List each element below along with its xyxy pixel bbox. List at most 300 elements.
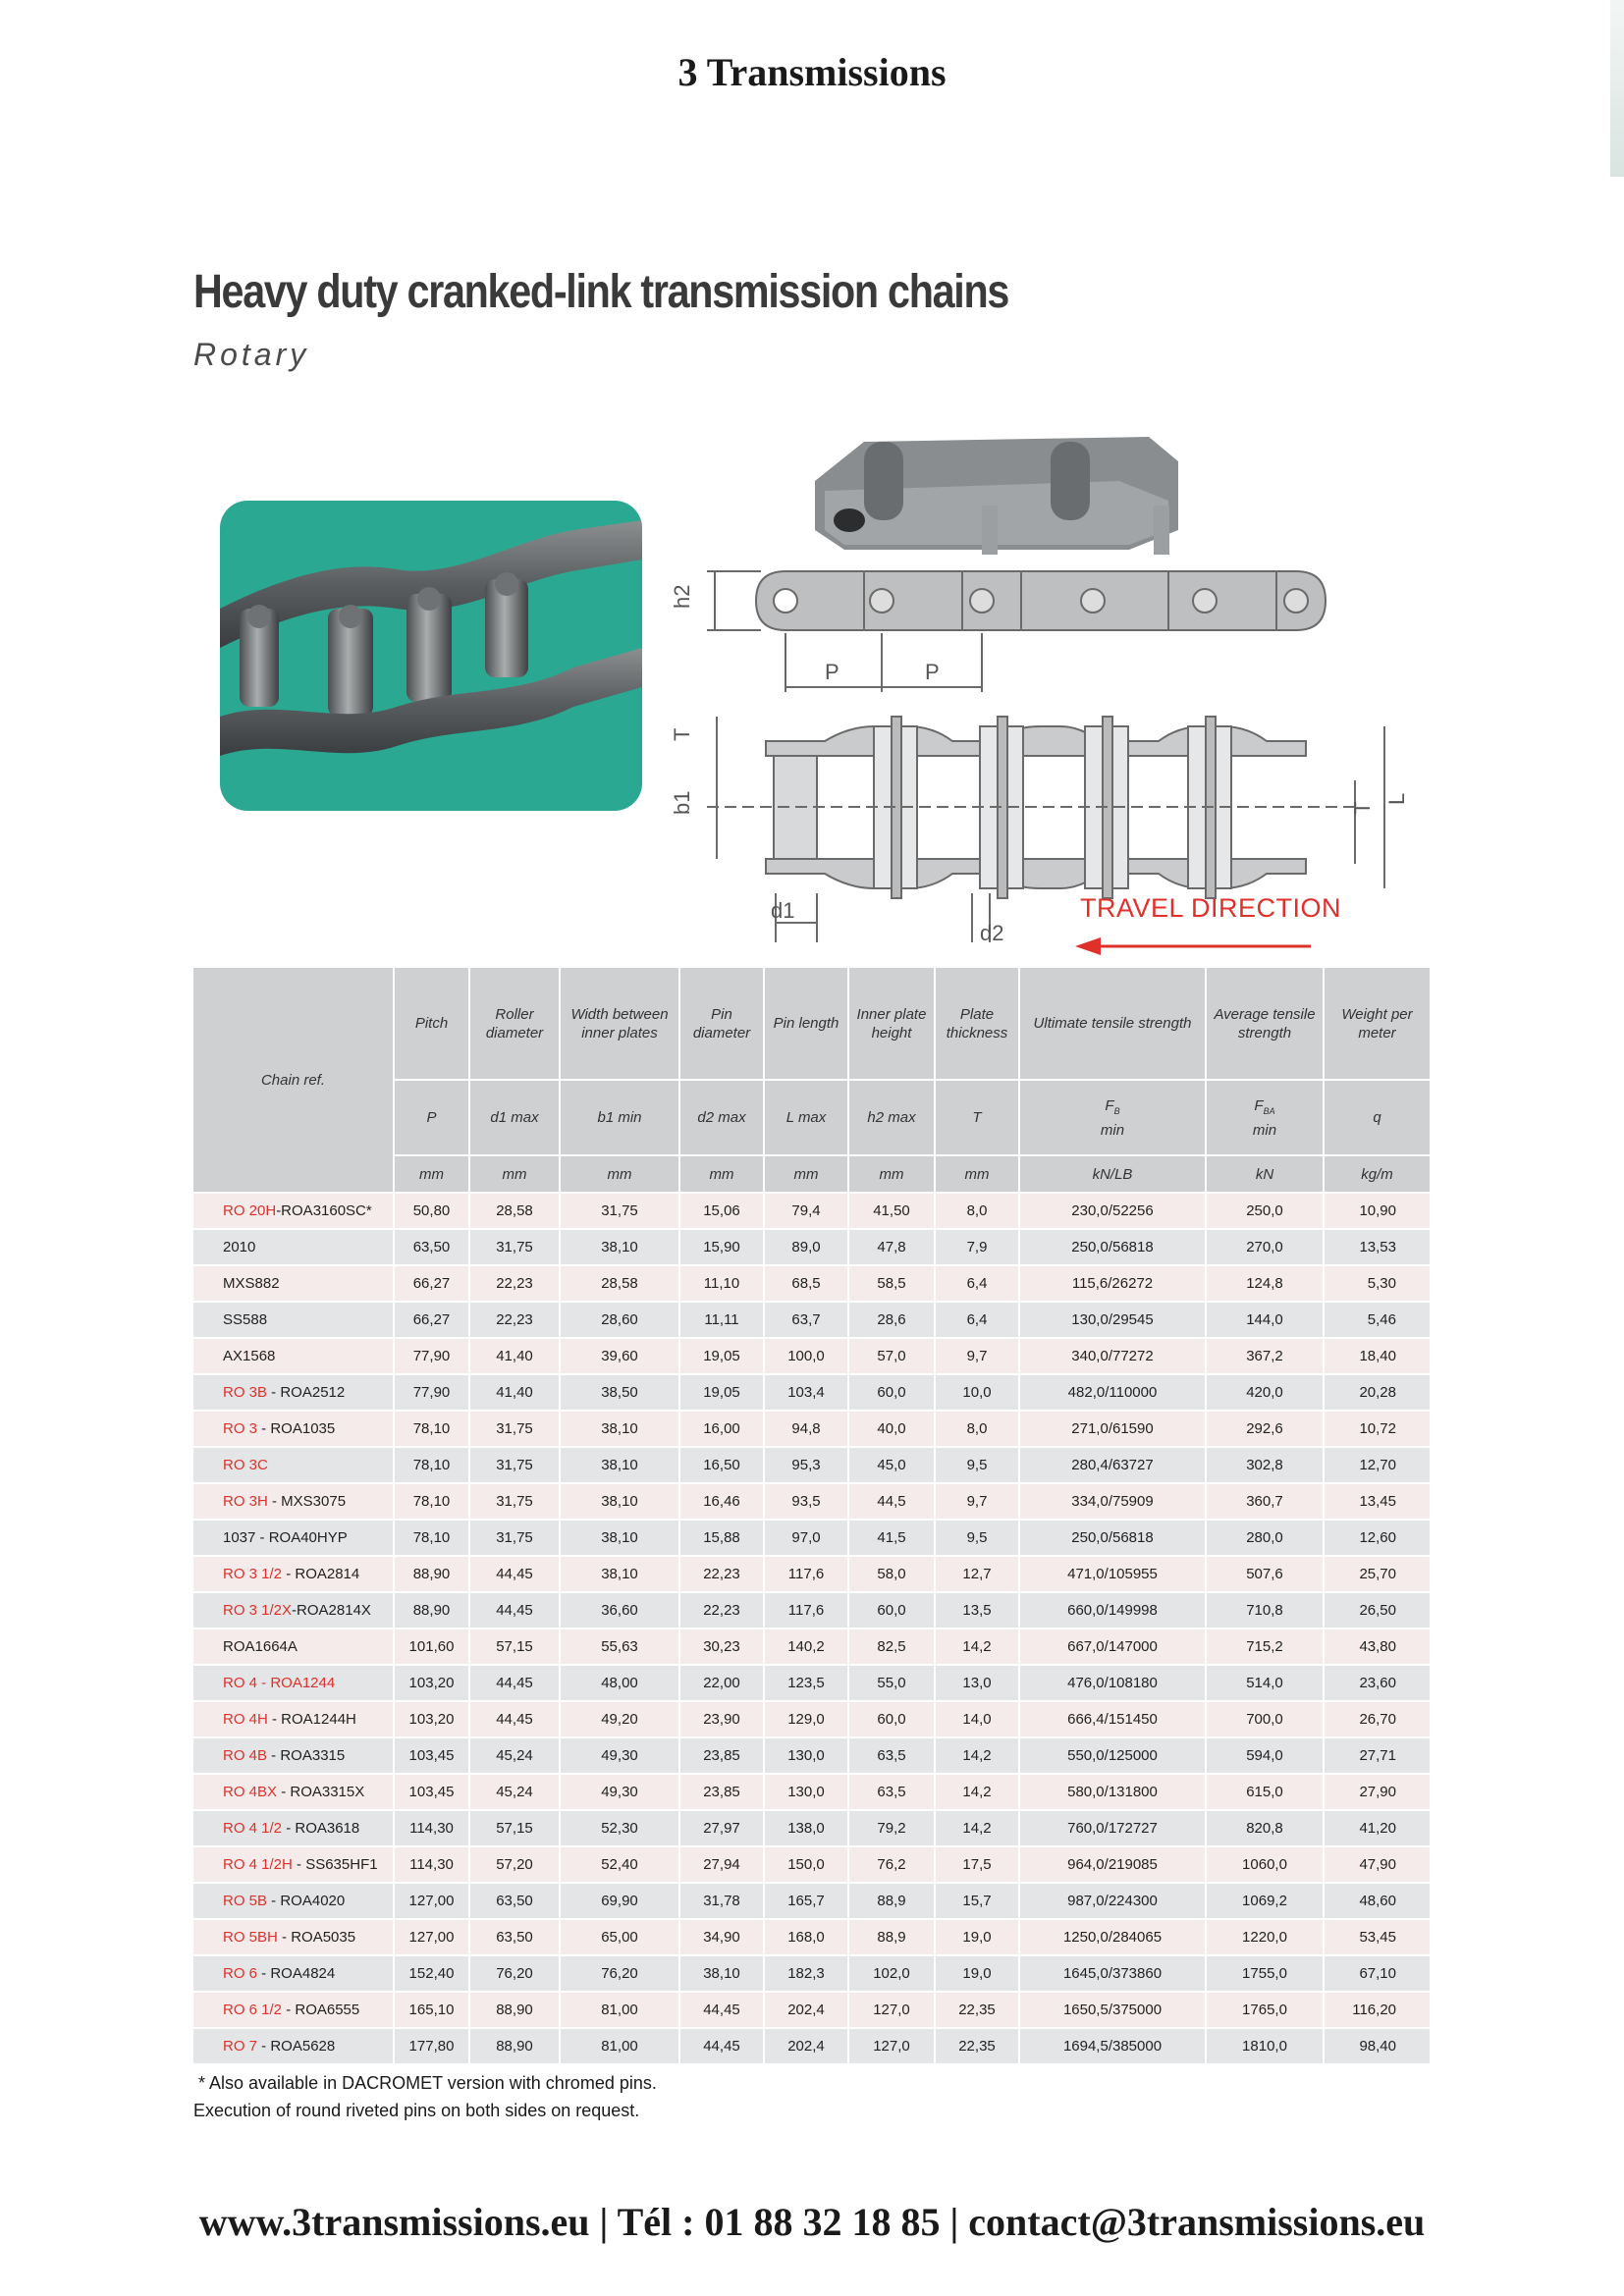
table-cell: 16,00 — [679, 1411, 764, 1447]
table-cell: 44,45 — [469, 1556, 560, 1592]
table-cell: 88,90 — [469, 1992, 560, 2028]
table-row — [193, 1774, 1431, 1810]
table-cell: 65,00 — [560, 1919, 679, 1955]
table-row — [193, 1846, 1431, 1883]
table-cell: 18,40 — [1324, 1338, 1431, 1374]
spec-table-body — [193, 1193, 1431, 2064]
table-cell: 13,53 — [1324, 1229, 1431, 1265]
table-cell: 44,45 — [469, 1665, 560, 1701]
table-cell: 52,30 — [560, 1810, 679, 1846]
table-cell: 28,58 — [560, 1265, 679, 1302]
table-cell: 280,0 — [1206, 1520, 1324, 1556]
chain-photo-illustration — [220, 501, 642, 811]
table-cell: 49,20 — [560, 1701, 679, 1737]
table-cell: 63,5 — [848, 1774, 935, 1810]
table-cell: 302,8 — [1206, 1447, 1324, 1483]
table-row — [193, 1955, 1431, 1992]
table-cell: 14,2 — [935, 1774, 1019, 1810]
chain-ref-cell — [193, 2028, 394, 2064]
table-row — [193, 1229, 1431, 1265]
table-cell: 8,0 — [935, 1411, 1019, 1447]
table-cell: 5,30 — [1324, 1265, 1431, 1302]
table-cell: 57,15 — [469, 1629, 560, 1665]
table-cell: 340,0/77272 — [1019, 1338, 1206, 1374]
table-row — [193, 1592, 1431, 1629]
header-title: 3 Transmissions — [677, 50, 947, 94]
table-cell: 67,10 — [1324, 1955, 1431, 1992]
table-cell: 79,4 — [764, 1193, 848, 1229]
footer-contact: www.3transmissions.eu | Tél : 01 88 32 18 85 | contact@3transmissions.eu — [198, 2200, 1426, 2244]
table-cell: 103,4 — [764, 1374, 848, 1411]
travel-direction-label: TRAVEL DIRECTION — [1080, 893, 1342, 923]
table-cell: 88,9 — [848, 1919, 935, 1955]
chain-ref-black: 1037 - ROA40HYP — [223, 1529, 348, 1546]
table-cell: 9,5 — [935, 1520, 1019, 1556]
header-label: Pin diameter — [679, 968, 764, 1080]
table-cell: 95,3 — [764, 1447, 848, 1483]
table-cell: 138,0 — [764, 1810, 848, 1846]
header-symbol: P — [394, 1080, 469, 1155]
table-row — [193, 1629, 1431, 1665]
table-cell: 78,10 — [394, 1411, 469, 1447]
page-subtitle: Rotary — [193, 337, 310, 372]
header-label: Pin length — [764, 968, 848, 1080]
chain-ref-cell — [193, 1701, 394, 1737]
table-cell: 177,80 — [394, 2028, 469, 2064]
chain-ref-red: RO 3 1/2X — [223, 1602, 293, 1619]
table-cell: 88,90 — [394, 1556, 469, 1592]
table-cell: 16,46 — [679, 1483, 764, 1520]
table-cell: 48,00 — [560, 1665, 679, 1701]
table-cell: 10,90 — [1324, 1193, 1431, 1229]
header-symbol: d2 max — [679, 1080, 764, 1155]
chain-ref-cell — [193, 1447, 394, 1483]
chain-ref-red: RO 3H — [223, 1493, 268, 1510]
table-cell: 1645,0/373860 — [1019, 1955, 1206, 1992]
table-cell: 31,75 — [560, 1193, 679, 1229]
table-cell: 1069,2 — [1206, 1883, 1324, 1919]
header-symbol — [1019, 1080, 1206, 1155]
table-cell: 68,5 — [764, 1265, 848, 1302]
table-cell: 19,0 — [935, 1955, 1019, 1992]
chain-ref-cell — [193, 1229, 394, 1265]
dim-t-top: T — [670, 727, 694, 741]
table-cell: 102,0 — [848, 1955, 935, 1992]
table-cell: 9,7 — [935, 1483, 1019, 1520]
header-label: Inner plate height — [848, 968, 935, 1080]
chain-ref-red: RO 5B — [223, 1893, 268, 1909]
header-symbol-suffix: min — [1252, 1121, 1277, 1139]
table-cell: 13,0 — [935, 1665, 1019, 1701]
table-cell: 55,0 — [848, 1665, 935, 1701]
table-cell: 471,0/105955 — [1019, 1556, 1206, 1592]
chain-ref-cell — [193, 1520, 394, 1556]
chain-ref-red: RO 6 — [223, 1965, 258, 1982]
header-unit: mm — [560, 1155, 679, 1193]
table-cell: 103,20 — [394, 1665, 469, 1701]
table-cell: 667,0/147000 — [1019, 1629, 1206, 1665]
dim-h2: h2 — [670, 584, 694, 609]
table-cell: 66,27 — [394, 1265, 469, 1302]
table-cell: 507,6 — [1206, 1556, 1324, 1592]
table-cell: 165,7 — [764, 1883, 848, 1919]
table-cell: 93,5 — [764, 1483, 848, 1520]
table-cell: 12,70 — [1324, 1447, 1431, 1483]
table-cell: 22,35 — [935, 2028, 1019, 2064]
table-cell: 34,90 — [679, 1919, 764, 1955]
table-cell: 78,10 — [394, 1483, 469, 1520]
table-cell: 15,88 — [679, 1520, 764, 1556]
chain-ref-red: RO 4BX — [223, 1784, 278, 1800]
table-cell: 26,50 — [1324, 1592, 1431, 1629]
table-cell: 987,0/224300 — [1019, 1883, 1206, 1919]
chain-ref-black: 2010 — [223, 1239, 256, 1255]
footnote-riveted-pins: Execution of round riveted pins on both sides on request. — [193, 2101, 640, 2120]
chain-ref-cell — [193, 1556, 394, 1592]
chain-spec-table — [193, 968, 1432, 2065]
footnote-dacromet: * Also available in DACROMET version with chromed pins. — [198, 2073, 657, 2093]
table-row — [193, 1193, 1431, 1229]
table-cell: 127,0 — [848, 2028, 935, 2064]
table-row — [193, 1737, 1431, 1774]
chain-ref-black: - ROA4020 — [267, 1893, 346, 1909]
chain-ref-red: RO 4 1/2H — [223, 1856, 293, 1873]
chain-ref-black: -ROA3160SC* — [276, 1202, 372, 1219]
table-cell: 78,10 — [394, 1447, 469, 1483]
header-symbol: d1 max — [469, 1080, 560, 1155]
table-cell: 94,8 — [764, 1411, 848, 1447]
table-cell: 19,0 — [935, 1919, 1019, 1955]
header-symbol-letter: F — [1254, 1096, 1264, 1114]
chain-ref-cell — [193, 1338, 394, 1374]
dim-p-1: P — [825, 660, 839, 684]
table-cell: 27,94 — [679, 1846, 764, 1883]
dim-d2: d2 — [980, 921, 1004, 942]
table-cell: 22,23 — [679, 1556, 764, 1592]
table-cell: 12,60 — [1324, 1520, 1431, 1556]
chain-ref-red: RO 3 1/2 — [223, 1566, 283, 1582]
table-cell: 57,0 — [848, 1338, 935, 1374]
chain-ref-cell — [193, 1629, 394, 1665]
table-cell: 476,0/108180 — [1019, 1665, 1206, 1701]
chain-ref-black: - ROA4824 — [257, 1965, 336, 1982]
table-cell: 82,5 — [848, 1629, 935, 1665]
header-symbol: h2 max — [848, 1080, 935, 1155]
table-cell: 9,5 — [935, 1447, 1019, 1483]
table-cell: 27,90 — [1324, 1774, 1431, 1810]
chain-ref-red: RO 3C — [223, 1457, 268, 1473]
table-cell: 45,24 — [469, 1774, 560, 1810]
table-cell: 63,50 — [394, 1229, 469, 1265]
table-cell: 127,00 — [394, 1883, 469, 1919]
chain-ref-black: - ROA1244H — [267, 1711, 356, 1728]
table-cell: 44,45 — [679, 2028, 764, 2064]
header-label: Roller diameter — [469, 968, 560, 1080]
table-cell: 615,0 — [1206, 1774, 1324, 1810]
table-cell: 60,0 — [848, 1592, 935, 1629]
table-cell: 420,0 — [1206, 1374, 1324, 1411]
table-cell: 25,70 — [1324, 1556, 1431, 1592]
header-symbol: L max — [764, 1080, 848, 1155]
chain-ref-cell — [193, 1193, 394, 1229]
table-cell: 115,6/26272 — [1019, 1265, 1206, 1302]
chain-ref-cell — [193, 1374, 394, 1411]
table-cell: 660,0/149998 — [1019, 1592, 1206, 1629]
table-cell: 44,45 — [469, 1701, 560, 1737]
chain-ref-red: RO 4H — [223, 1711, 268, 1728]
table-cell: 700,0 — [1206, 1701, 1324, 1737]
header-unit: kN/LB — [1019, 1155, 1206, 1193]
table-cell: 1765,0 — [1206, 1992, 1324, 2028]
chain-ref-black: -ROA2814X — [292, 1602, 371, 1619]
header-label: Average tensile strength — [1206, 968, 1324, 1080]
header-label: Weight per meter — [1324, 968, 1431, 1080]
page-heading: Heavy duty cranked-link transmission chains — [193, 266, 1009, 318]
chain-ref-cell — [193, 1919, 394, 1955]
table-cell: 1060,0 — [1206, 1846, 1324, 1883]
dim-d1: d1 — [771, 898, 795, 923]
chain-ref-red: RO 3B — [223, 1384, 268, 1401]
chain-ref-red: RO 20H — [223, 1202, 277, 1219]
table-cell: 202,4 — [764, 2028, 848, 2064]
table-cell: 76,20 — [560, 1955, 679, 1992]
chain-ref-cell — [193, 1302, 394, 1338]
table-cell: 22,23 — [469, 1265, 560, 1302]
table-cell: 7,9 — [935, 1229, 1019, 1265]
dim-b1: b1 — [670, 790, 694, 815]
table-cell: 19,05 — [679, 1338, 764, 1374]
table-cell: 550,0/125000 — [1019, 1737, 1206, 1774]
table-cell: 760,0/172727 — [1019, 1810, 1206, 1846]
table-cell: 27,71 — [1324, 1737, 1431, 1774]
table-cell: 114,30 — [394, 1810, 469, 1846]
table-cell: 14,2 — [935, 1629, 1019, 1665]
table-cell: 38,10 — [560, 1447, 679, 1483]
table-row — [193, 1374, 1431, 1411]
table-cell: 52,40 — [560, 1846, 679, 1883]
table-cell: 48,60 — [1324, 1883, 1431, 1919]
table-cell: 49,30 — [560, 1737, 679, 1774]
header-symbol-suffix: min — [1100, 1121, 1125, 1139]
header-unit: kN — [1206, 1155, 1324, 1193]
table-cell: 130,0 — [764, 1774, 848, 1810]
table-cell: 250,0/56818 — [1019, 1229, 1206, 1265]
table-cell: 69,90 — [560, 1883, 679, 1919]
table-cell: 165,10 — [394, 1992, 469, 2028]
table-cell: 20,28 — [1324, 1374, 1431, 1411]
table-cell: 127,00 — [394, 1919, 469, 1955]
table-cell: 580,0/131800 — [1019, 1774, 1206, 1810]
table-cell: 98,40 — [1324, 2028, 1431, 2064]
table-row — [193, 1992, 1431, 2028]
table-cell: 101,60 — [394, 1629, 469, 1665]
chain-ref-cell — [193, 1810, 394, 1846]
table-cell: 594,0 — [1206, 1737, 1324, 1774]
table-cell: 114,30 — [394, 1846, 469, 1883]
chain-ref-black: - ROA2512 — [267, 1384, 346, 1401]
chain-ref-black: SS588 — [223, 1311, 268, 1328]
table-row — [193, 1810, 1431, 1846]
table-cell: 15,06 — [679, 1193, 764, 1229]
table-cell: 22,00 — [679, 1665, 764, 1701]
table-cell: 130,0/29545 — [1019, 1302, 1206, 1338]
header-unit: mm — [469, 1155, 560, 1193]
header-unit: mm — [394, 1155, 469, 1193]
table-cell: 16,50 — [679, 1447, 764, 1483]
header-label: Plate thickness — [935, 968, 1019, 1080]
table-cell: 23,90 — [679, 1701, 764, 1737]
table-cell: 44,45 — [679, 1992, 764, 2028]
chain-ref-cell — [193, 1883, 394, 1919]
header-unit: mm — [848, 1155, 935, 1193]
table-cell: 41,50 — [848, 1193, 935, 1229]
header-unit: mm — [679, 1155, 764, 1193]
chain-ref-black: MXS882 — [223, 1275, 280, 1292]
chain-ref-black: - MXS3075 — [267, 1493, 347, 1510]
table-cell: 43,80 — [1324, 1629, 1431, 1665]
table-cell: 666,4/151450 — [1019, 1701, 1206, 1737]
table-cell: 31,75 — [469, 1483, 560, 1520]
chain-ref-black: AX1568 — [223, 1348, 276, 1364]
chain-ref-black: - ROA5628 — [257, 2038, 336, 2055]
chain-ref-red: RO 4B — [223, 1747, 268, 1764]
table-cell: 63,5 — [848, 1737, 935, 1774]
table-cell: 270,0 — [1206, 1229, 1324, 1265]
table-cell: 182,3 — [764, 1955, 848, 1992]
table-cell: 38,10 — [560, 1520, 679, 1556]
table-cell: 76,20 — [469, 1955, 560, 1992]
table-cell: 36,60 — [560, 1592, 679, 1629]
table-row — [193, 1520, 1431, 1556]
table-cell: 38,10 — [560, 1556, 679, 1592]
chain-ref-cell — [193, 1846, 394, 1883]
table-cell: 13,45 — [1324, 1483, 1431, 1520]
chain-ref-red: RO 5BH — [223, 1929, 278, 1946]
table-cell: 710,8 — [1206, 1592, 1324, 1629]
table-cell: 250,0 — [1206, 1193, 1324, 1229]
chain-ref-cell — [193, 1737, 394, 1774]
header-symbol: T — [935, 1080, 1019, 1155]
table-cell: 360,7 — [1206, 1483, 1324, 1520]
header-unit: mm — [935, 1155, 1019, 1193]
table-row — [193, 1883, 1431, 1919]
table-cell: 57,20 — [469, 1846, 560, 1883]
chain-technical-drawing — [668, 569, 1434, 942]
travel-direction-arrow-icon — [1075, 934, 1316, 958]
header-symbol-letter: F — [1105, 1096, 1114, 1114]
table-cell: 15,7 — [935, 1883, 1019, 1919]
table-cell: 11,11 — [679, 1302, 764, 1338]
table-row — [193, 1338, 1431, 1374]
chain-ref-black: ROA1664A — [223, 1638, 298, 1655]
table-cell: 27,97 — [679, 1810, 764, 1846]
table-cell: 63,50 — [469, 1919, 560, 1955]
chain-ref-black: - ROA1035 — [257, 1420, 336, 1437]
table-cell: 116,20 — [1324, 1992, 1431, 2028]
table-cell: 88,90 — [469, 2028, 560, 2064]
table-cell: 1220,0 — [1206, 1919, 1324, 1955]
table-cell: 78,10 — [394, 1520, 469, 1556]
chain-ref-cell — [193, 1411, 394, 1447]
dim-l: L — [1384, 792, 1409, 805]
table-cell: 88,9 — [848, 1883, 935, 1919]
chain-ref-cell — [193, 1774, 394, 1810]
table-cell: 31,78 — [679, 1883, 764, 1919]
table-cell: 97,0 — [764, 1520, 848, 1556]
table-cell: 22,35 — [935, 1992, 1019, 2028]
table-cell: 6,4 — [935, 1302, 1019, 1338]
table-cell: 292,6 — [1206, 1411, 1324, 1447]
table-row — [193, 1447, 1431, 1483]
table-cell: 13,5 — [935, 1592, 1019, 1629]
dim-p-2: P — [925, 660, 940, 684]
header-label: Width between inner plates — [560, 968, 679, 1080]
table-row — [193, 1919, 1431, 1955]
table-cell: 168,0 — [764, 1919, 848, 1955]
table-cell: 5,46 — [1324, 1302, 1431, 1338]
table-row — [193, 1556, 1431, 1592]
table-cell: 123,5 — [764, 1665, 848, 1701]
header-symbol: b1 min — [560, 1080, 679, 1155]
table-cell: 715,2 — [1206, 1629, 1324, 1665]
table-cell: 26,70 — [1324, 1701, 1431, 1737]
table-row — [193, 2028, 1431, 2064]
chain-ref-red: RO 3 — [223, 1420, 258, 1437]
table-cell: 19,05 — [679, 1374, 764, 1411]
header-symbol: q — [1324, 1080, 1431, 1155]
header-unit: kg/m — [1324, 1155, 1431, 1193]
table-cell: 28,58 — [469, 1193, 560, 1229]
table-cell: 45,24 — [469, 1737, 560, 1774]
table-cell: 38,10 — [560, 1483, 679, 1520]
table-cell: 47,8 — [848, 1229, 935, 1265]
chain-ref-red: RO 4 - ROA1244 — [223, 1675, 336, 1691]
table-cell: 8,0 — [935, 1193, 1019, 1229]
table-cell: 23,60 — [1324, 1665, 1431, 1701]
chain-ref-red: RO 6 1/2 — [223, 2002, 283, 2018]
table-cell: 23,85 — [679, 1774, 764, 1810]
table-cell: 130,0 — [764, 1737, 848, 1774]
table-cell: 38,10 — [560, 1411, 679, 1447]
table-cell: 41,20 — [1324, 1810, 1431, 1846]
table-cell: 14,0 — [935, 1701, 1019, 1737]
table-row — [193, 1483, 1431, 1520]
chain-photo — [220, 501, 642, 811]
table-cell: 103,20 — [394, 1701, 469, 1737]
table-cell: 202,4 — [764, 1992, 848, 2028]
chain-ref-cell — [193, 1592, 394, 1629]
table-cell: 482,0/110000 — [1019, 1374, 1206, 1411]
table-cell: 1250,0/284065 — [1019, 1919, 1206, 1955]
header-symbol — [1206, 1080, 1324, 1155]
header-label: Ultimate tensile strength — [1019, 968, 1206, 1080]
table-cell: 44,45 — [469, 1592, 560, 1629]
table-cell: 38,10 — [679, 1955, 764, 1992]
table-cell: 150,0 — [764, 1846, 848, 1883]
table-cell: 11,10 — [679, 1265, 764, 1302]
chain-ref-cell — [193, 1483, 394, 1520]
header-symbol-subscript: B — [1113, 1105, 1120, 1116]
table-cell: 63,50 — [469, 1883, 560, 1919]
table-cell: 76,2 — [848, 1846, 935, 1883]
table-cell: 58,5 — [848, 1265, 935, 1302]
table-cell: 63,7 — [764, 1302, 848, 1338]
table-cell: 6,4 — [935, 1265, 1019, 1302]
header-unit: mm — [764, 1155, 848, 1193]
table-cell: 127,0 — [848, 1992, 935, 2028]
table-cell: 12,7 — [935, 1556, 1019, 1592]
table-cell: 334,0/75909 — [1019, 1483, 1206, 1520]
